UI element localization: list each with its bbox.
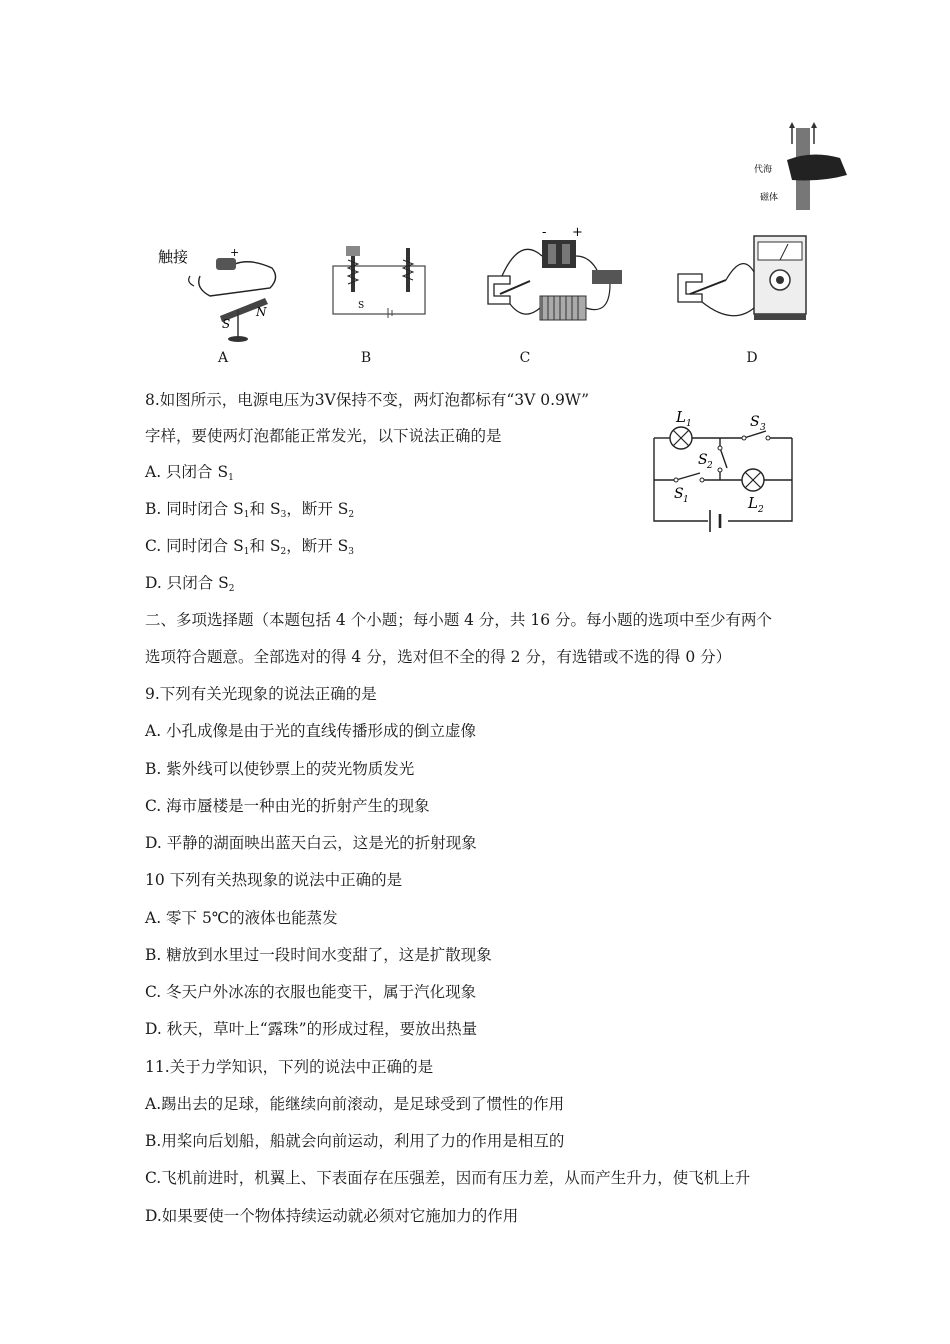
- s2-subscript: 2: [707, 461, 713, 471]
- figure-a: [150, 238, 285, 348]
- q8-option-b: B. 同时闭合 $S_1$和 $S_3$，断开 $S_2$: [145, 500, 355, 520]
- s1-label: S: [674, 486, 684, 502]
- minus-sign: -: [542, 226, 547, 240]
- q11-option-b: B.用桨向后划船，船就会向前运动，利用了力的作用是相互的: [145, 1132, 565, 1150]
- q9-option-d: D. 平静的湖面映出蓝天白云，这是光的折射现象: [145, 834, 477, 852]
- figure-b: [328, 240, 438, 320]
- q8-option-c: C. 同时闭合 $S_1$和 $S_2$，断开 $S_3$: [145, 537, 355, 557]
- section2-line1: 二、多项选择题（本题包括 4 个小题；每小题 4 分，共 16 分。每小题的选项中至少有两个: [145, 611, 773, 629]
- q10-option-c: C. 冬天户外冰冻的衣服也能变干，属于汽化现象: [145, 983, 477, 1001]
- l1-subscript: 1: [686, 419, 692, 429]
- horseshoe-magnet: [678, 274, 702, 302]
- switch-s-label: S: [358, 301, 365, 311]
- q8-option-d: D. 只闭合 $S_2$: [145, 574, 235, 594]
- figure-d: [672, 232, 817, 332]
- q10-option-d: D. 秋天，草叶上“露珠”的形成过程，要放出热量: [145, 1020, 478, 1038]
- l2-label: L: [748, 494, 758, 512]
- figure-label-c: C: [519, 350, 531, 366]
- l2-subscript: 2: [758, 505, 764, 515]
- s2-label: S: [698, 452, 708, 468]
- figure-label-b: B: [360, 350, 372, 366]
- horseshoe-magnet: [488, 276, 510, 304]
- switch-icon: [592, 270, 622, 284]
- s3-label: S: [750, 414, 760, 430]
- q9-option-a: A. 小孔成像是由于光的直线传播形成的倒立虚像: [145, 722, 477, 740]
- q10-stem: 10 下列有关热现象的说法中正确的是: [145, 871, 403, 889]
- pole-s: S: [222, 317, 231, 331]
- figure-c: [480, 226, 630, 336]
- q8-option-a: A. 只闭合 $S_1$: [145, 463, 234, 483]
- plus-sign: +: [230, 246, 240, 259]
- q8-stem-line2: 字样，要使两灯泡都能正常发光，以下说法正确的是: [145, 427, 502, 445]
- hand-magnet-figure: [752, 120, 852, 212]
- q10-option-b: B. 糖放到水里过一段时间水变甜了，这是扩散现象: [145, 946, 492, 964]
- q9-option-c: C. 海市蜃楼是一种由光的折射产生的现象: [145, 797, 430, 815]
- q11-option-a: A.踢出去的足球，能继续向前滚动，是足球受到了惯性的作用: [145, 1095, 565, 1113]
- hand-shape: [787, 154, 847, 180]
- q11-stem: 11.关于力学知识，下列的说法中正确的是: [145, 1058, 434, 1076]
- q9-stem: 9.下列有关光现象的说法正确的是: [145, 685, 377, 703]
- battery-icon: [542, 240, 576, 268]
- pole-n: N: [256, 305, 267, 319]
- battery-icon: [216, 258, 236, 270]
- q10-option-a: A. 零下 5℃的液体也能蒸发: [145, 909, 338, 927]
- lamp-l1: [670, 427, 692, 449]
- figure-label-a: A: [217, 350, 229, 366]
- q11-option-d: D.如果要使一个物体持续运动就必须对它施加力的作用: [145, 1207, 519, 1225]
- q9-option-b: B. 紫外线可以使钞票上的荧光物质发光: [145, 760, 415, 778]
- l1-label: L: [676, 408, 686, 426]
- wire-label: 代海: [754, 165, 773, 175]
- touch-label: 触接: [158, 248, 189, 266]
- magnet-label: 磁体: [760, 193, 779, 203]
- figure-label-d: D: [746, 350, 758, 366]
- plus-sign: +: [572, 226, 583, 240]
- s1-subscript: 1: [683, 495, 689, 505]
- q8-stem-line1: 8.如图所示，电源电压为3V保持不变，两灯泡都标有“3V 0.9W”: [145, 391, 590, 409]
- circuit-diagram: [640, 404, 810, 540]
- lamp-l2: [742, 469, 764, 491]
- s3-subscript: 3: [760, 423, 766, 433]
- section2-line2: 选项符合题意。全部选对的得 4 分，选对但不全的得 2 分，有选错或不选的得 0 分）: [145, 648, 732, 666]
- q11-option-c: C.飞机前进时，机翼上、下表面存在压强差，因而有压力差，从而产生升力，使飞机上升: [145, 1169, 751, 1187]
